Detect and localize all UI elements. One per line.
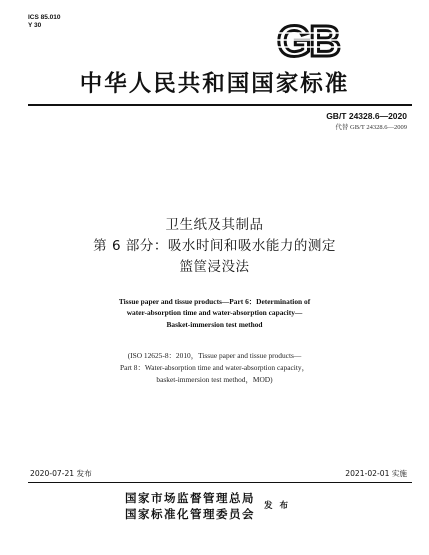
publish-label: 发 布 (264, 501, 290, 511)
country-standard-title: 中华人民共和国国家标准 (79, 71, 350, 97)
title-en-line-3: Basket-immersion test method (166, 320, 263, 329)
classification-codes (28, 14, 61, 30)
iso-reference-line-1: (ISO 12625-8：2010，Tissue paper and tissue products— (127, 351, 302, 360)
title-zh-line-1: 卫生纸及其制品 (165, 217, 264, 233)
class-code: Y 30 (28, 22, 42, 29)
footer-divider (28, 482, 412, 483)
ics-code: ICS 85.010 (28, 14, 61, 21)
title-en-line-1: Tissue paper and tissue products—Part 6：Determination of (118, 297, 311, 306)
title-en-line-2: water-absorption time and water-absorption capacity— (126, 308, 303, 317)
iso-reference-line-3: basket-immersion test method，MOD) (156, 375, 273, 384)
iso-reference-line-2: Part 8：Water-absorption time and water-absorption capacity， (120, 363, 309, 372)
issuer-sac: 国家标准化管理委员会 (125, 507, 255, 521)
title-zh-line-2: 第 6 部分：吸水时间和吸水能力的测定 (93, 238, 336, 254)
implementation-date: 2021-02-01 实施 (345, 469, 407, 478)
issuer-samr: 国家市场监督管理总局 (125, 491, 255, 505)
replaces-standard: 代替 GB/T 24328.6—2009 (335, 124, 407, 131)
standard-number: GB/T 24328.6—2020 (326, 111, 407, 121)
gb-logo-text: GB (277, 18, 339, 62)
issue-date: 2020-07-21 发布 (30, 469, 92, 478)
header-divider (28, 104, 412, 106)
title-zh-line-3: 篮筐浸没法 (179, 259, 250, 275)
gb-logo (262, 18, 354, 62)
